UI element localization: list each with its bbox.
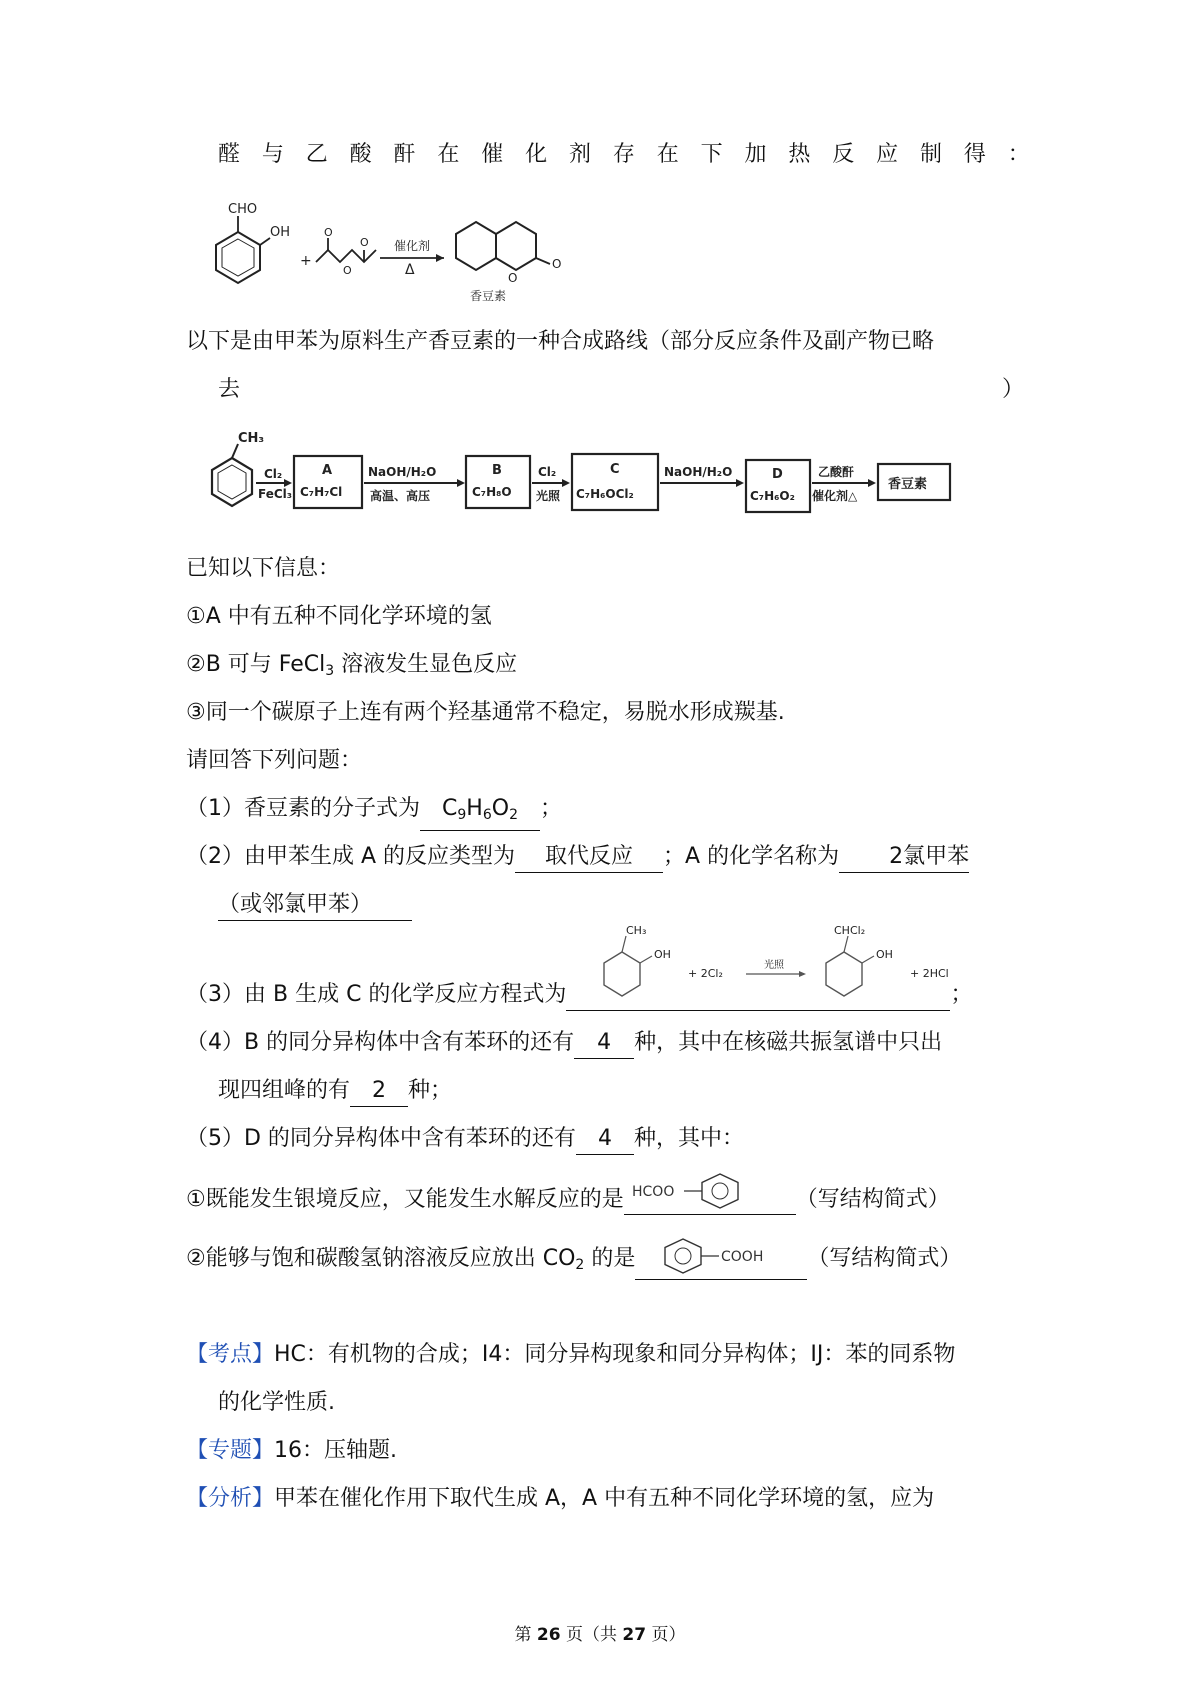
svg-text:O: O — [552, 257, 562, 271]
benzene-ring-icon — [216, 232, 260, 283]
methyl-label: CH₃ — [238, 431, 265, 446]
fenxi-tag: 【分析】 — [186, 1486, 275, 1511]
svg-text:FeCl₃: FeCl₃ — [258, 487, 293, 501]
svg-text:OH: OH — [654, 948, 671, 961]
svg-text:O: O — [360, 236, 369, 249]
coumarin-label: 香豆素 — [470, 289, 507, 303]
known-item-3: ③同一个碳原子上连有两个羟基通常不稳定，易脱水形成羰基. — [186, 700, 785, 725]
page-footer: 第 26 页（共 27 页） — [514, 1625, 686, 1645]
svg-text:C₇H₆OCl₂: C₇H₆OCl₂ — [576, 487, 634, 501]
svg-text:O: O — [324, 226, 333, 239]
benzoic-acid-structure — [635, 1233, 807, 1277]
known-item-1: ①A 中有五种不同化学环境的氢 — [186, 604, 492, 629]
question-4: （4）B 的同分异构体中含有苯环的还有 4 种，其中在核磁共振氢谱中只出 — [186, 1028, 942, 1059]
q4-answer-count-2: 2 — [350, 1076, 408, 1107]
question-5-2: ②能够与饱和碳酸氢钠溶液反应放出 $CO_2$ 的是 COOH （写结构简式） — [186, 1244, 961, 1280]
question-2-cont — [218, 890, 412, 921]
svg-text:高温、高压: 高温、高压 — [370, 489, 431, 503]
page-number: 26 — [536, 1625, 561, 1645]
svg-text:CHCl₂: CHCl₂ — [834, 924, 866, 937]
svg-text:C₇H₆O₂: C₇H₆O₂ — [750, 489, 795, 503]
svg-text:O: O — [343, 264, 352, 277]
svg-text:乙酸酐: 乙酸酐 — [818, 465, 855, 479]
zhuanti-line: 【专题】16：压轴题. — [186, 1438, 398, 1463]
coumarin-synthesis-figure — [208, 200, 608, 316]
zhuanti-tag: 【专题】 — [186, 1438, 275, 1463]
q4-answer-count: 4 — [574, 1028, 634, 1059]
intro-line-1: 醛 与 乙 酸 酐 在 催 化 剂 存 在 下 加 热 反 应 制 得 ： — [218, 142, 1030, 167]
questions-heading: 请回答下列问题： — [186, 748, 363, 773]
svg-text:COOH: COOH — [721, 1249, 764, 1265]
svg-text:A: A — [322, 463, 333, 478]
svg-text:C₇H₈O: C₇H₈O — [472, 485, 512, 499]
synthesis-route-scheme — [208, 428, 1038, 528]
svg-text:NaOH/H₂O: NaOH/H₂O — [368, 465, 437, 479]
svg-text:D: D — [772, 467, 783, 482]
svg-text:NaOH/H₂O: NaOH/H₂O — [664, 465, 733, 479]
svg-text:Cl₂: Cl₂ — [264, 467, 283, 481]
benzene-ring-icon — [702, 1174, 738, 1208]
svg-text:催化剂△: 催化剂△ — [812, 489, 858, 503]
q3-answer-blank — [566, 980, 950, 1011]
known-heading: 已知以下信息： — [186, 556, 341, 581]
q5-1-answer — [624, 1184, 796, 1215]
svg-text:HCOO: HCOO — [631, 1184, 675, 1200]
acetic-anhydride-structure — [316, 250, 376, 262]
svg-text:C₇H₇Cl: C₇H₇Cl — [300, 485, 343, 499]
total-pages: 27 — [622, 1625, 647, 1645]
fenxi-line: 【分析】甲苯在催化作用下取代生成 A，A 中有五种不同化学环境的氢，应为 — [186, 1486, 935, 1511]
svg-text:B: B — [492, 463, 502, 478]
q2-answer-name: 2氯甲苯 — [839, 842, 969, 873]
question-1: （1）香豆素的分子式为 $C_9H_6O_2$ ； — [186, 794, 562, 831]
question-5: （5）D 的同分异构体中含有苯环的还有 4 种，其中： — [186, 1124, 744, 1155]
oh-label: OH — [270, 225, 291, 240]
question-3: （3）由 B 生成 C 的化学反应方程式为 ； — [186, 980, 972, 1011]
coumarin-structure — [456, 222, 496, 270]
cho-label: CHO — [228, 202, 258, 217]
svg-text:O: O — [508, 271, 518, 285]
question-2: （2）由甲苯生成 A 的反应类型为 取代反应 ；A 的化学名称为 2氯甲苯 — [186, 842, 969, 873]
synthesis-route-figure — [208, 428, 1038, 532]
heat-label: Δ — [405, 262, 415, 278]
intro-line-2: 以下是由甲苯为原料生产香豆素的一种合成路线（部分反应条件及副产物已略 — [186, 329, 935, 354]
question-5-1: ①既能发生银境反应，又能发生水解反应的是 HCOO （写结构简式） — [186, 1184, 950, 1215]
intro-line-3-left: 去 — [218, 377, 241, 402]
q2-answer-name-cont: （或邻氯甲苯） — [218, 890, 412, 921]
svg-text:+ 2HCl: + 2HCl — [910, 967, 949, 980]
benzene-ring-icon — [665, 1239, 701, 1273]
q5-answer-count: 4 — [576, 1124, 634, 1155]
kaodian-cont: 的化学性质. — [218, 1390, 335, 1415]
known-item-2: ②B 可与 FeCl$_3$ 溶液发生显色反应 — [186, 652, 518, 679]
svg-text:+ 2Cl₂: + 2Cl₂ — [688, 967, 723, 980]
q1-answer: $C_9H_6O_2$ — [420, 794, 540, 831]
coumarin-reaction-scheme — [208, 200, 608, 312]
svg-text:光照: 光照 — [536, 489, 561, 503]
svg-text:OH: OH — [876, 948, 893, 961]
svg-text:Cl₂: Cl₂ — [538, 465, 557, 479]
phenyl-formate-structure — [624, 1168, 796, 1212]
svg-text:C: C — [610, 462, 620, 477]
plus-sign: + — [300, 253, 312, 269]
svg-text:CH₃: CH₃ — [626, 924, 647, 937]
svg-text:光照: 光照 — [764, 960, 784, 971]
q5-2-answer — [635, 1249, 807, 1280]
intro-line-3-right: ） — [1002, 377, 1025, 402]
kaodian-line: 【考点】HC：有机物的合成；I4：同分异构现象和同分异构体；IJ：苯的同系物 — [186, 1342, 956, 1367]
q2-answer-reaction-type: 取代反应 — [515, 842, 663, 873]
kaodian-tag: 【考点】 — [186, 1342, 275, 1367]
question-4-cont: 现四组峰的有 2 种； — [218, 1076, 452, 1107]
catalyst-label: 催化剂 — [394, 239, 431, 253]
svg-text:香豆素: 香豆素 — [888, 477, 928, 492]
